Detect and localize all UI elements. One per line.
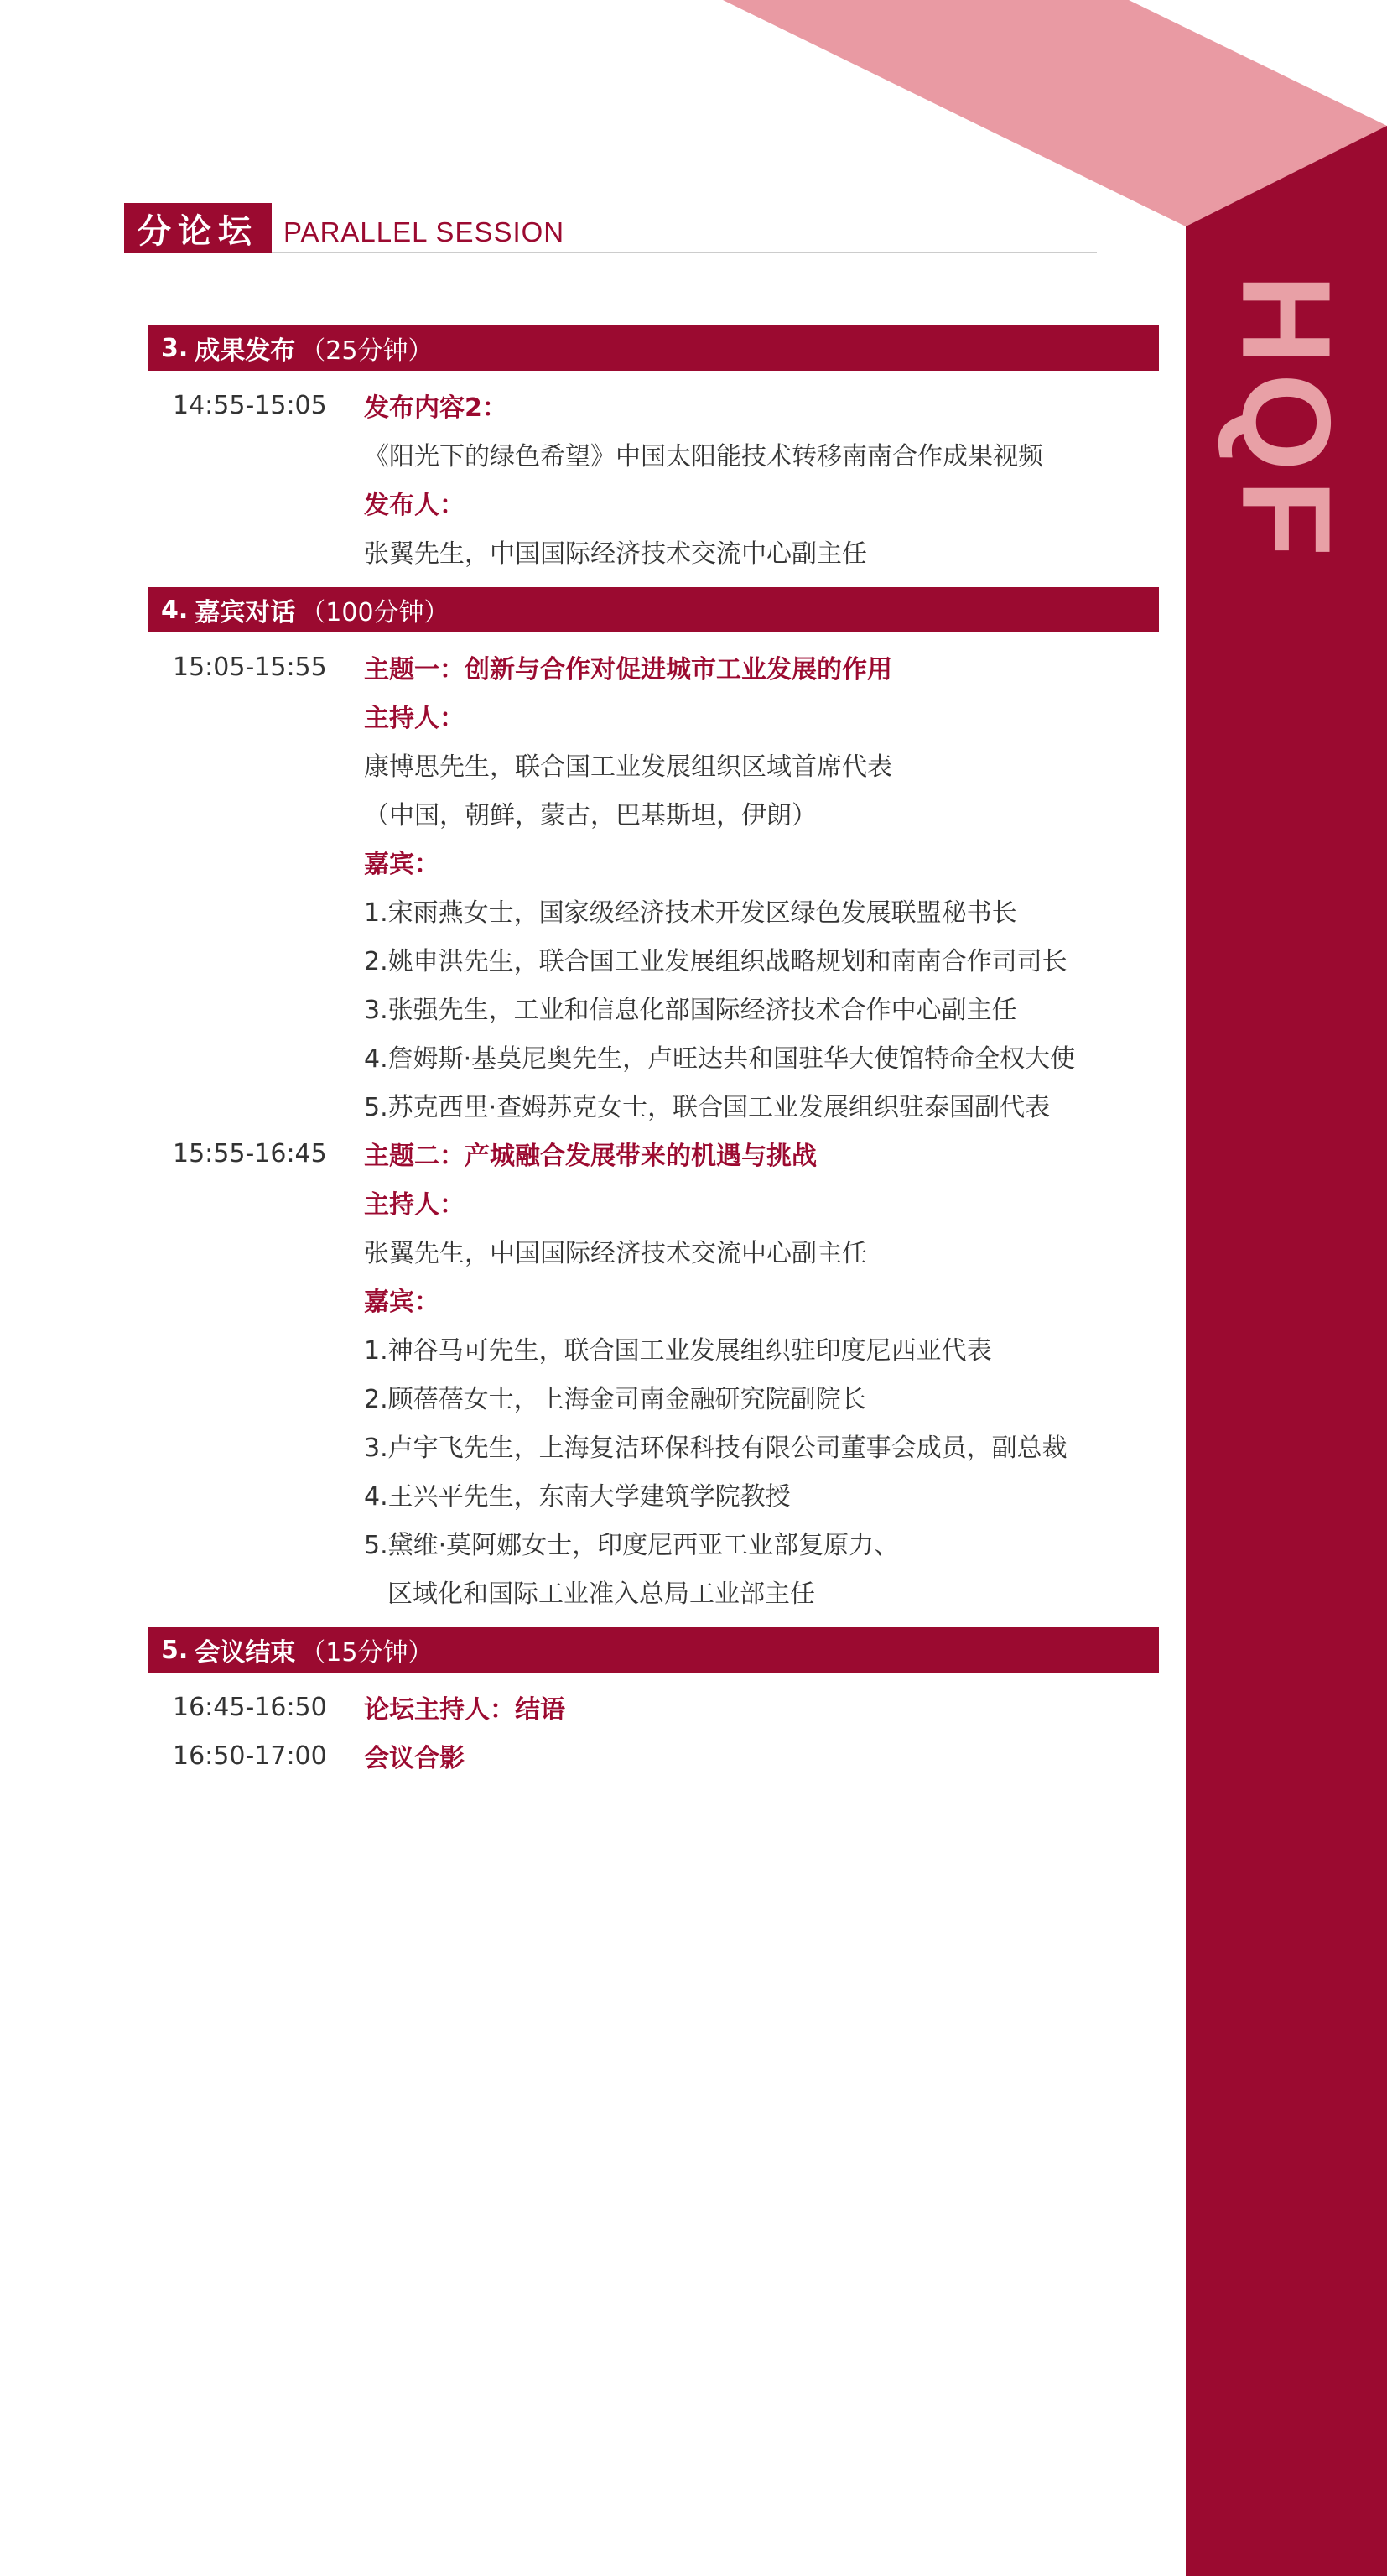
agenda-line [148,740,1159,788]
agenda-line [148,1683,1159,1731]
agenda-line [148,1226,1159,1275]
agenda-text: 区域化和国际工业准入总局工业部主任 [387,1579,815,1609]
agenda-line [148,886,1159,934]
agenda-text: 4.詹姆斯·基莫尼奥先生，卢旺达共和国驻华大使馆特命全权大使 [364,1044,1076,1074]
brand-mark [1186,268,1387,570]
agenda-text: 1.宋雨燕女士，国家级经济技术开发区绿色发展联盟秘书长 [364,898,1017,928]
time-slot: 16:50-17:00 [173,1741,327,1771]
agenda-text: 2.姚申洪先生，联合国工业发展组织战略规划和南南合作司司长 [364,947,1068,976]
page-subtitle: PARALLEL SESSION [283,216,565,247]
section-duration: （25分钟） [300,336,434,366]
agenda-text: 《阳光下的绿色希望》中国太阳能技术转移南南合作成果视频 [364,442,1043,471]
agenda-heading: 会议合影 [364,1744,465,1773]
agenda-line [148,1275,1159,1324]
agenda-heading: 主持人： [364,704,465,733]
agenda-line [148,1731,1159,1780]
time-slot: 16:45-16:50 [173,1692,327,1722]
agenda-line [148,1080,1159,1129]
agenda-heading: 主持人： [364,1190,465,1220]
time-slot: 14:55-15:05 [173,390,327,420]
agenda-text: 3.卢宇飞先生，上海复洁环保科技有限公司董事会成员，副总裁 [364,1434,1068,1463]
section-title: 嘉宾对话 [195,598,296,627]
section-number: 4. [161,595,189,625]
section-number: 3. [161,333,189,363]
agenda-text: 1.神谷马可先生，联合国工业发展组织驻印度尼西亚代表 [364,1336,992,1366]
section-items [148,371,1159,587]
agenda-text: 张翼先生，中国国际经济技术交流中心副主任 [364,1239,867,1268]
agenda-section [148,1627,1159,1792]
agenda-line [148,1129,1159,1178]
agenda-line [148,691,1159,740]
section-header-bar [148,1627,1159,1673]
agenda-line [148,1032,1159,1080]
agenda-heading: 发布内容2： [364,393,507,423]
agenda-line [148,1421,1159,1470]
time-slot: 15:55-16:45 [173,1138,327,1168]
agenda-section [148,325,1159,587]
agenda-line [148,1567,1159,1616]
agenda-text: 张翼先生，中国国际经济技术交流中心副主任 [364,539,867,569]
agenda-line [148,429,1159,478]
agenda-text: 2.顾蓓蓓女士，上海金司南金融研究院副院长 [364,1385,866,1414]
agenda-text: 5.黛维·莫阿娜女士，印度尼西亚工业部复原力、 [364,1531,900,1560]
section-header-bar [148,587,1159,632]
agenda-heading: 发布人： [364,491,465,520]
agenda [148,325,1159,1792]
page-header [124,203,1097,253]
agenda-line [148,837,1159,886]
section-header-bar [148,325,1159,371]
time-slot: 15:05-15:55 [173,652,327,682]
agenda-line [148,788,1159,837]
agenda-heading: 嘉宾： [364,1288,439,1317]
header-divider [272,252,1097,253]
agenda-text: 4.王兴平先生，东南大学建筑学院教授 [364,1482,791,1512]
agenda-line [148,934,1159,983]
agenda-line [148,1324,1159,1372]
page-title: 分论坛 [124,203,272,253]
agenda-heading: 论坛主持人：结语 [364,1695,565,1725]
section-title: 会议结束 [195,1638,296,1668]
agenda-line [148,1178,1159,1226]
agenda-section [148,587,1159,1627]
section-items [148,632,1159,1627]
agenda-text: 3.张强先生，工业和信息化部国际经济技术合作中心副主任 [364,996,1017,1025]
section-duration: （15分钟） [300,1638,434,1668]
agenda-line [148,643,1159,691]
section-title: 成果发布 [195,336,296,366]
agenda-line [148,478,1159,527]
agenda-text: 康博思先生，联合国工业发展组织区域首席代表 [364,752,892,782]
section-items [148,1673,1159,1792]
agenda-text: （中国，朝鲜，蒙古，巴基斯坦，伊朗） [364,801,817,830]
agenda-line [148,381,1159,429]
agenda-text: 5.苏克西里·查姆苏克女士，联合国工业发展组织驻泰国副代表 [364,1093,1051,1122]
brand-text: HQF [1216,273,1358,565]
agenda-heading: 嘉宾： [364,850,439,879]
agenda-line [148,527,1159,575]
section-duration: （100分钟） [300,598,449,627]
agenda-heading: 主题一：创新与合作对促进城市工业发展的作用 [364,655,892,684]
section-number: 5. [161,1635,189,1665]
agenda-heading: 主题二：产城融合发展带来的机遇与挑战 [364,1142,817,1171]
agenda-line [148,1372,1159,1421]
agenda-line [148,983,1159,1032]
agenda-line [148,1470,1159,1518]
agenda-line [148,1518,1159,1567]
